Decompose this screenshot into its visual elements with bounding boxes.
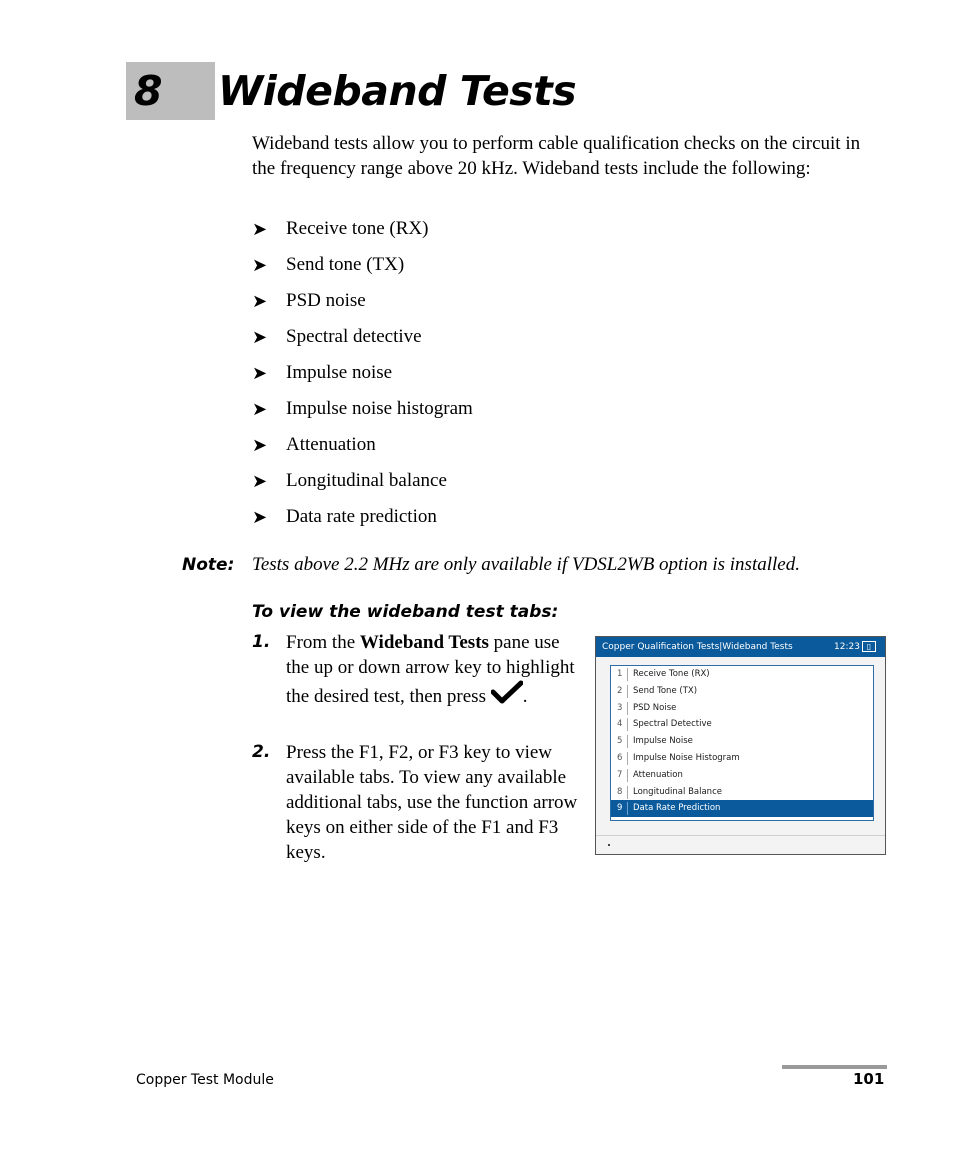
screenshot-list-item[interactable] — [611, 784, 873, 801]
check-icon — [491, 680, 523, 711]
item-label: Attenuation — [633, 769, 683, 780]
item-number: 4 — [617, 719, 623, 730]
note-text: Tests above 2.2 MHz are only available if VDSL2WB option is installed. — [252, 554, 800, 575]
step-text — [286, 630, 582, 711]
item-label: Spectral Detective — [633, 719, 712, 730]
screenshot-list-item[interactable] — [611, 700, 873, 717]
item-label: Receive Tone (RX) — [633, 669, 710, 679]
step-text: Press the F1, F2, or F3 key to view available tabs. To view any available additional tabs, use the function arrow keys on either side of the F1 and F3 keys. — [286, 742, 578, 863]
step-number: 2. — [252, 742, 271, 762]
item-label: Impulse Noise Histogram — [633, 753, 740, 763]
item-label: PSD Noise — [633, 702, 677, 713]
item-label: Data Rate Prediction — [633, 803, 721, 814]
arrow-bullet-icon: ➤ — [252, 471, 268, 492]
list-item — [252, 216, 473, 252]
chapter-title: Wideband Tests — [218, 67, 577, 115]
item-number: 1 — [617, 669, 623, 679]
item-label: Impulse Noise — [633, 736, 693, 747]
divider — [627, 702, 628, 715]
procedure-heading: To view the wideband test tabs: — [252, 602, 559, 622]
divider — [627, 752, 628, 765]
list-item — [252, 468, 473, 504]
list-item-text: Impulse noise histogram — [286, 398, 473, 419]
item-label: Send Tone (TX) — [633, 685, 698, 696]
screenshot-list-item[interactable] — [611, 767, 873, 784]
list-item-text: Send tone (TX) — [286, 254, 405, 275]
list-item — [252, 504, 473, 540]
list-item-text: PSD noise — [286, 290, 366, 311]
screenshot-list-item[interactable] — [611, 683, 873, 700]
arrow-bullet-icon: ➤ — [252, 219, 268, 240]
page-number: 101 — [853, 1070, 885, 1088]
divider — [627, 718, 628, 731]
step-text-bold: Wideband Tests — [359, 632, 489, 653]
arrow-bullet-icon: ➤ — [252, 363, 268, 384]
arrow-bullet-icon: ➤ — [252, 399, 268, 420]
step-text-part: pane use the up or down arrow key to highlight the desired test, then press — [286, 632, 575, 707]
arrow-bullet-icon: ➤ — [252, 327, 268, 348]
list-item-text: Receive tone (RX) — [286, 218, 429, 239]
list-item-text: Impulse noise — [286, 362, 393, 383]
wideband-test-list — [252, 216, 473, 540]
item-number: 5 — [617, 736, 623, 747]
list-item-text: Data rate prediction — [286, 506, 437, 527]
divider — [627, 735, 628, 748]
screenshot-list-item[interactable] — [611, 733, 873, 750]
divider — [627, 685, 628, 698]
list-item — [252, 324, 473, 360]
intro-paragraph: Wideband tests allow you to perform cable qualification checks on the circuit in the frequency range above 20 kHz. Wideband tests include the following: — [252, 133, 861, 179]
arrow-bullet-icon: ➤ — [252, 291, 268, 312]
screenshot-dot — [608, 844, 610, 846]
arrow-bullet-icon: ➤ — [252, 255, 268, 276]
item-number: 9 — [617, 803, 623, 814]
chapter-number: 8 — [134, 67, 163, 115]
screenshot-list-item[interactable] — [611, 750, 873, 767]
screenshot-title-bar — [596, 637, 885, 657]
divider — [627, 769, 628, 782]
list-item — [252, 360, 473, 396]
step-number: 1. — [252, 632, 271, 652]
item-number: 6 — [617, 753, 623, 763]
list-item-text: Spectral detective — [286, 326, 422, 347]
list-item — [252, 288, 473, 324]
list-item — [252, 396, 473, 432]
item-number: 2 — [617, 685, 623, 696]
list-item-text: Longitudinal balance — [286, 470, 447, 491]
step-text-part: From the — [286, 632, 360, 653]
list-item — [252, 252, 473, 288]
screenshot-test-list — [610, 665, 874, 821]
arrow-bullet-icon: ➤ — [252, 507, 268, 528]
battery-icon: ▯ — [862, 641, 876, 652]
list-item — [252, 432, 473, 468]
step-text-end: . — [522, 686, 528, 707]
screenshot-list-item[interactable] — [611, 666, 873, 683]
screenshot-divider — [596, 835, 885, 836]
divider — [627, 786, 628, 799]
divider — [627, 668, 628, 681]
footer-document-title: Copper Test Module — [136, 1072, 274, 1088]
screenshot-list-item[interactable] — [611, 716, 873, 733]
list-item-text: Attenuation — [286, 434, 376, 455]
item-number: 3 — [617, 702, 623, 713]
item-number: 7 — [617, 769, 623, 780]
item-label: Longitudinal Balance — [633, 786, 722, 797]
screenshot-title: Copper Qualification Tests|Wideband Tests — [602, 642, 793, 652]
screenshot-list-item-selected[interactable] — [611, 800, 873, 817]
note-label: Note: — [182, 555, 235, 575]
item-number: 8 — [617, 786, 623, 797]
arrow-bullet-icon: ➤ — [252, 435, 268, 456]
screenshot-clock: 12:23 — [834, 642, 860, 652]
divider — [627, 802, 628, 815]
device-screenshot — [595, 636, 886, 855]
